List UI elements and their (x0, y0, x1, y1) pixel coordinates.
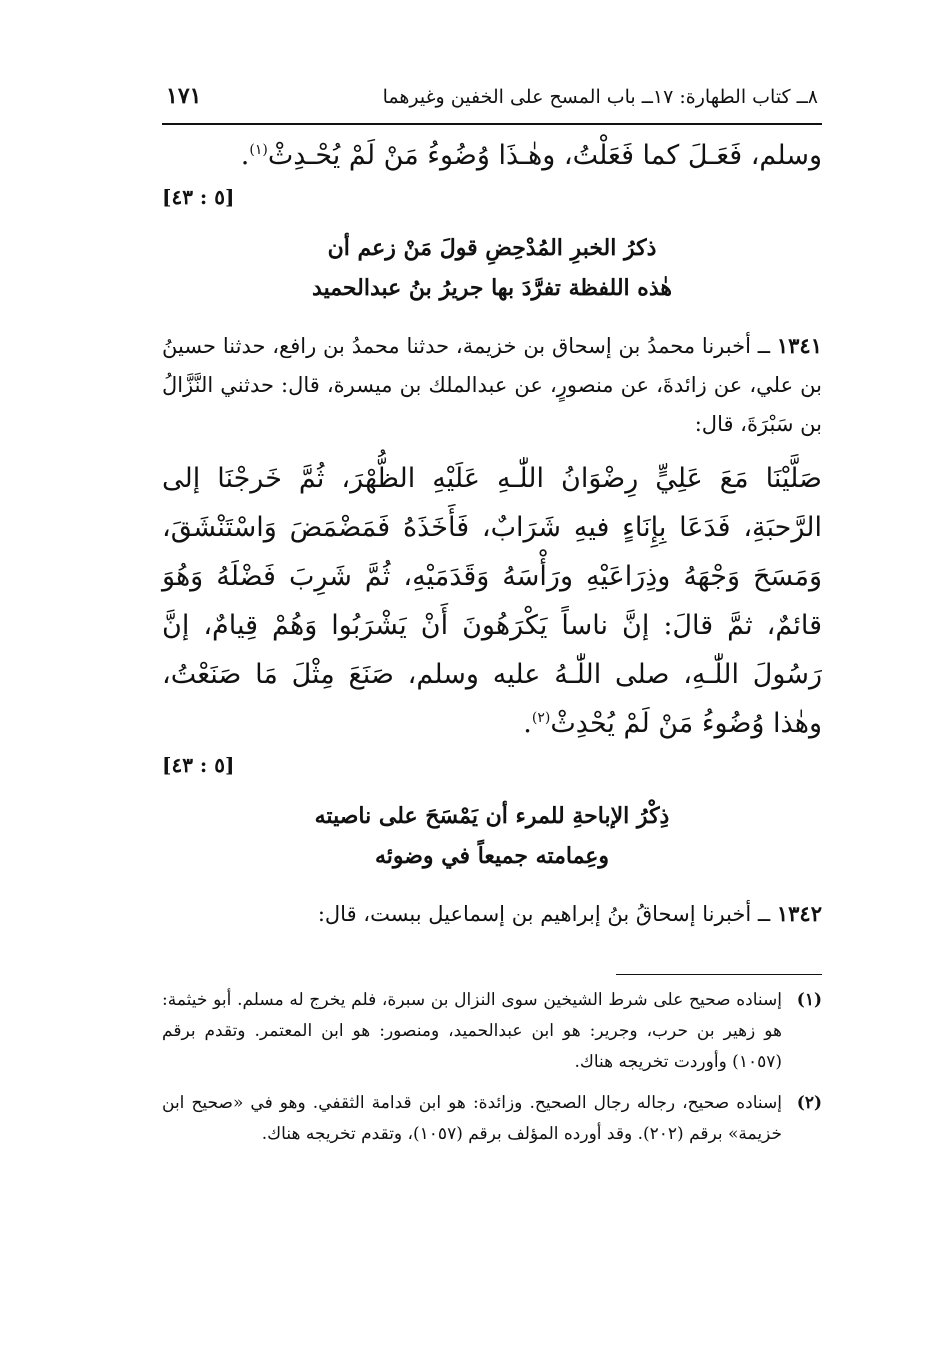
footnote-separator (616, 974, 822, 975)
hadith-number: ١٣٤١ (776, 333, 822, 358)
chapter-heading-2-line-1: ذِكْرُ الإباحةِ للمرء أن يَمْسَحَ على ناصيته (314, 803, 670, 829)
chapter-heading-2-line-2: وعِمامته جميعاً في وضوئه (374, 843, 610, 869)
footnote-2 (162, 1088, 822, 1150)
reference-mark-2: [٥ : ٤٣] (162, 753, 235, 777)
isnad-text: ــ أخبرنا إسحاقُ بنُ إبراهيم بن إسماعيل ببست، قال: (317, 902, 771, 926)
continuation-paragraph (162, 131, 822, 180)
page-number: ١٧١ (166, 83, 202, 109)
matn-text: صَلَّيْنَا مَعَ عَلِيٍّ رِضْوَانُ اللّٰـهِ عَلَيْهِ الظُّهْرَ، ثُمَّ خَرجْنَا إلى الرَّحبَةِ، فَدَعَا بِإِنَاءٍ فيهِ شَرَابٌ، فَأَخَذَهُ فَمَضْمَضَ وَاسْتَنْشَقَ، وَمَسَحَ وَجْهَهُ وذِرَاعَيْهِ ورَأْسَهُ وَقَدَمَيْهِ، ثُمَّ شَرِبَ فَضْلَهُ وَهُوَ قائمٌ، ثمَّ قالَ: إنَّ ناساً يَكْرَهُونَ أَنْ يَشْرَبُوا وَهُمْ قِيامٌ، إنَّ رَسُولَ اللّٰـهِ، صلى اللّٰـهُ عليه وسلم، صَنَعَ مِثْلَ مَا صَنَعْتُ، وهٰذا وُضُوءُ مَنْ لَمْ يُحْدِثْ (162, 463, 822, 739)
footnote-marker-2[interactable]: (٢) (531, 710, 551, 726)
hadith-1341-matn (162, 454, 822, 748)
chapter-heading-1-line-2: هٰذه اللفظة تفرَّدَ بها جريرُ بنُ عبدالحميد (312, 275, 672, 301)
chapter-heading-1-line-1: ذكرُ الخبرِ المُدْحِضِ قولَ مَنْ زعم أن (327, 235, 657, 261)
footnote-text: إسناده صحيح، رجاله رجال الصحيح. وزائدة: هو ابن قدامة الثقفي. وهو في «صحيح ابن خزيمة» برقم (٢٠٢). وقد أورده المؤلف برقم (١٠٥٧)، وتقدم تخريجه هناك. (162, 1093, 782, 1144)
footnote-text: إسناده صحيح على شرط الشيخين سوى النزال بن سبرة، فلم يخرج له مسلم. أبو خيثمة: هو زهير بن حرب، وجرير: هو ابن عبدالحميد، ومنصور: هو ابن المعتمر. وتقدم برقم (١٠٥٧) وأوردت تخريجه هناك. (162, 990, 782, 1072)
running-title: ٨ــ كتاب الطهارة: ١٧ــ باب المسح على الخفين وغيرهما (382, 86, 818, 108)
chapter-heading-1 (162, 228, 822, 308)
footnote-1 (162, 985, 822, 1078)
hadith-number: ١٣٤٢ (776, 901, 822, 926)
book-page (162, 82, 822, 1160)
header-rule (162, 123, 822, 125)
footnote-label: (٢) (796, 1093, 822, 1113)
footnote-label: (١) (796, 990, 822, 1010)
hadith-1342-isnad (162, 894, 822, 934)
footnote-marker-1[interactable]: (١) (249, 142, 268, 158)
chapter-heading-2 (162, 796, 822, 876)
isnad-text: ــ أخبرنا محمدُ بن إسحاق بن خزيمة، حدثنا محمدُ بن رافع، حدثنا حسينُ بن علي، عن زائدةَ، عن منصورٍ، عن عبدالملك بن ميسرة، قال: حدثني النَّزَّالُ بن سَبْرَةَ، قال: (162, 334, 822, 436)
continuation-end: . (240, 140, 250, 171)
running-header (162, 82, 822, 111)
reference-mark-1: [٥ : ٤٣] (162, 185, 235, 209)
matn-end: . (523, 708, 532, 739)
hadith-1341-isnad (162, 326, 822, 444)
continuation-text: وسلم، فَعَـلَ كما فَعَلْتُ، وهٰـذَا وُضُوءُ مَنْ لَمْ يُحْـدِثْ (267, 140, 822, 171)
